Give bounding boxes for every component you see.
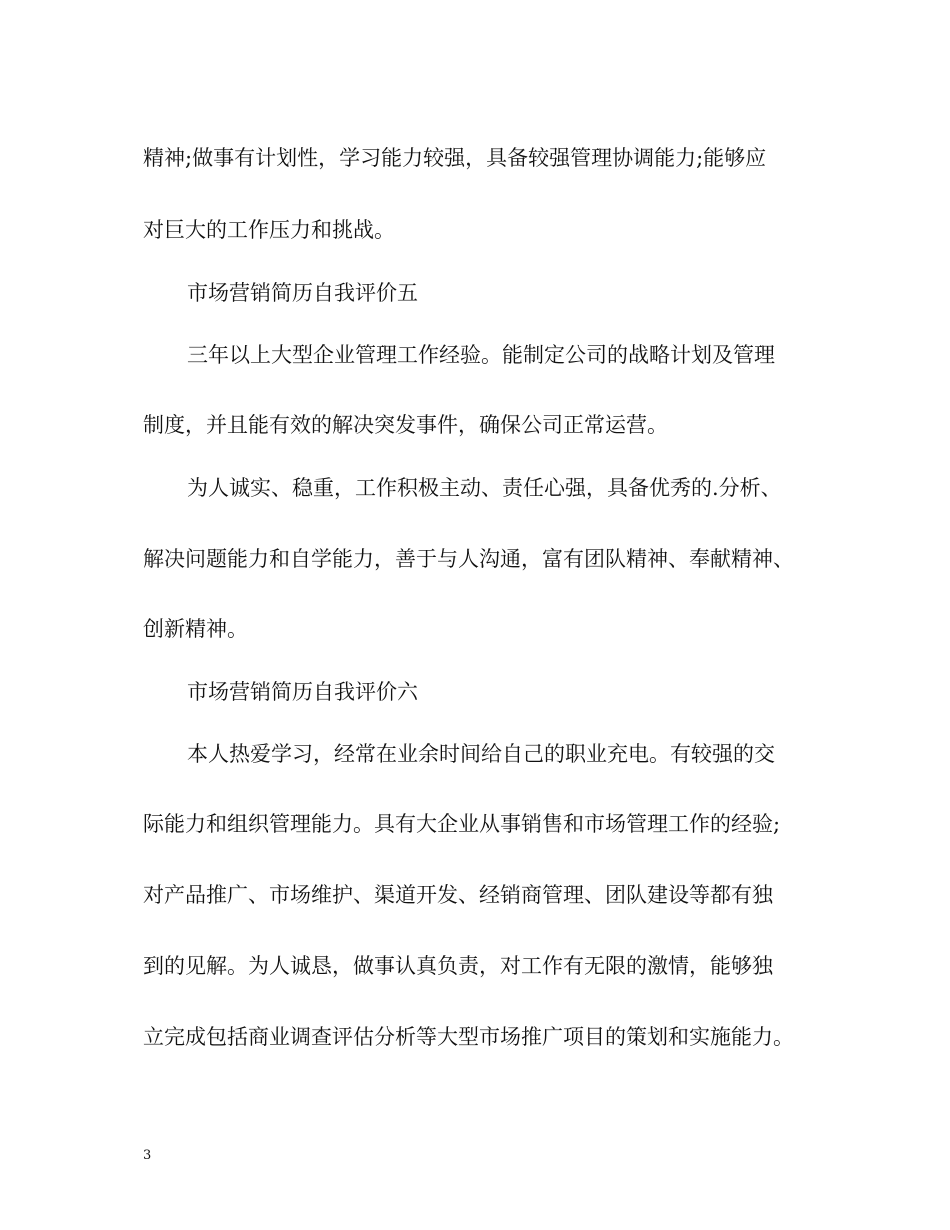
paragraph-first-line: 三年以上大型企业管理工作经验。能制定公司的战略计划及管理 bbox=[187, 343, 775, 367]
text-line: 际能力和组织管理能力。具有大企业从事销售和市场管理工作的经验; bbox=[143, 812, 781, 836]
paragraph-first-line: 为人诚实、稳重，工作积极主动、责任心强，具备优秀的.分析、 bbox=[187, 476, 782, 500]
section-heading: 市场营销简历自我评价六 bbox=[187, 680, 418, 704]
paragraph-first-line: 本人热爱学习，经常在业余时间给自己的职业充电。有较强的交 bbox=[187, 742, 775, 766]
text-line: 创新精神。 bbox=[143, 617, 248, 641]
page-number: 3 bbox=[143, 1148, 152, 1163]
text-line: 解决问题能力和自学能力，善于与人沟通，富有团队精神、奉献精神、 bbox=[143, 547, 794, 571]
text-line: 到的见解。为人诚恳，做事认真负责，对工作有无限的激情，能够独 bbox=[143, 954, 773, 978]
text-line: 对产品推广、市场维护、渠道开发、经销商管理、团队建设等都有独 bbox=[143, 883, 773, 907]
text-line: 对巨大的工作压力和挑战。 bbox=[143, 218, 395, 242]
text-line: 制度，并且能有效的解决突发事件，确保公司正常运营。 bbox=[143, 413, 668, 437]
text-line: 精神;做事有计划性，学习能力较强，具备较强管理协调能力;能够应 bbox=[143, 146, 767, 170]
text-line: 立完成包括商业调查评估分析等大型市场推广项目的策划和实施能力。 bbox=[143, 1025, 794, 1049]
section-heading: 市场营销简历自我评价五 bbox=[187, 281, 418, 305]
